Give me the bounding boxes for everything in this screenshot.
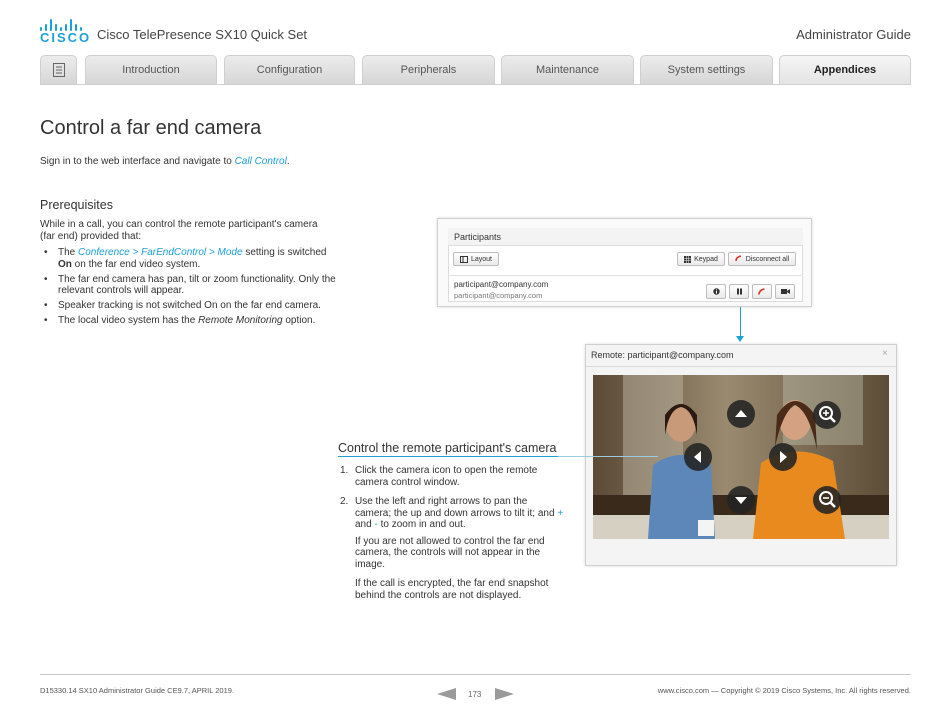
tab-maintenance[interactable]: Maintenance bbox=[501, 55, 634, 85]
info-icon bbox=[713, 288, 720, 295]
zoom-out-button[interactable] bbox=[813, 486, 841, 514]
participants-header bbox=[448, 228, 803, 246]
zoom-out-icon bbox=[813, 486, 841, 514]
guide-title: Administrator Guide bbox=[796, 27, 911, 42]
tab-configuration[interactable]: Configuration bbox=[224, 55, 355, 85]
arrow-right-icon bbox=[769, 443, 797, 471]
participant-address: participant@company.com bbox=[454, 291, 543, 300]
close-icon[interactable]: × bbox=[882, 348, 888, 359]
cisco-logo-bars bbox=[40, 17, 82, 31]
pan-right-button[interactable] bbox=[769, 443, 797, 471]
list-item: • The far end camera has pan, tilt or zoom functionality. Only the relevant controls will appear. bbox=[44, 273, 336, 296]
arrow-left-icon bbox=[684, 443, 712, 471]
prerequisites-list bbox=[40, 247, 340, 330]
section-underline bbox=[338, 456, 588, 457]
participants-title: Participants bbox=[454, 232, 502, 242]
document-icon bbox=[53, 63, 65, 77]
arrow-down-icon bbox=[727, 486, 755, 514]
footer-copyright: www.cisco.com — Copyright © 2019 Cisco Systems, Inc. All rights reserved. bbox=[657, 686, 911, 695]
call-control-link[interactable]: Call Control bbox=[234, 156, 287, 167]
tilt-up-button[interactable] bbox=[727, 400, 755, 428]
remote-window-title: Remote: participant@company.com bbox=[591, 350, 734, 360]
note-not-allowed: If you are not allowed to control the far end camera, the controls will not appear in the image. bbox=[355, 535, 545, 570]
step-2: 2. Use the left and right arrows to pan the camera; the up and down arrows to tilt it; and + and - to zoom in and out. bbox=[340, 496, 564, 530]
footer-document-id: D15330.14 SX10 Administrator Guide CE9.7, APRIL 2019. bbox=[40, 686, 235, 695]
video-camera-icon bbox=[781, 288, 790, 295]
note-encrypted: If the call is encrypted, the far end snapshot behind the controls are not displayed. bbox=[355, 578, 549, 601]
info-button[interactable] bbox=[706, 284, 726, 299]
far-end-control-link[interactable]: Conference > FarEndControl > Mode bbox=[78, 247, 243, 258]
zoom-in-button[interactable] bbox=[813, 401, 841, 429]
prerequisites-intro: While in a call, you can control the remote participant's camera (far end) provided that: bbox=[40, 219, 318, 242]
previous-page-icon[interactable] bbox=[437, 688, 456, 700]
tab-divider bbox=[40, 84, 911, 85]
pan-left-button[interactable] bbox=[684, 443, 712, 471]
tab-peripherals[interactable]: Peripherals bbox=[362, 55, 495, 85]
page-title: Control a far end camera bbox=[40, 117, 262, 139]
arrow-up-icon bbox=[727, 400, 755, 428]
section-connector bbox=[558, 456, 658, 457]
page-number: 173 bbox=[468, 690, 482, 699]
list-item: • The local video system has the Remote Monitoring option. bbox=[44, 315, 316, 326]
end-call-button[interactable] bbox=[752, 284, 772, 299]
connector-line bbox=[740, 307, 741, 338]
zoom-in-icon bbox=[813, 401, 841, 429]
tab-appendices[interactable]: Appendices bbox=[779, 55, 911, 85]
next-page-icon[interactable] bbox=[495, 688, 514, 700]
intro-prefix: Sign in to the web interface and navigate to bbox=[40, 156, 235, 167]
participant-row-divider bbox=[448, 275, 803, 276]
tab-home[interactable] bbox=[40, 55, 77, 85]
tab-system-settings[interactable]: System settings bbox=[640, 55, 773, 85]
remote-window-divider bbox=[586, 366, 896, 367]
keypad-button[interactable]: Keypad bbox=[677, 252, 725, 266]
cisco-logo-text: CISCO bbox=[40, 30, 92, 45]
tab-introduction[interactable]: Introduction bbox=[85, 55, 217, 85]
layout-button[interactable]: Layout bbox=[453, 252, 499, 266]
camera-button[interactable] bbox=[775, 284, 795, 299]
prerequisites-heading: Prerequisites bbox=[40, 198, 113, 212]
footer-divider bbox=[40, 674, 911, 675]
step-1: 1. Click the camera icon to open the remote camera control window. bbox=[340, 465, 538, 488]
list-item: • The Conference > FarEndControl > Mode setting is switched On on the far end video system. bbox=[44, 247, 327, 270]
pause-icon bbox=[736, 288, 743, 295]
end-call-icon bbox=[735, 255, 743, 263]
keypad-icon bbox=[684, 256, 691, 263]
tilt-down-button[interactable] bbox=[727, 486, 755, 514]
intro-suffix: . bbox=[286, 156, 290, 167]
hold-button[interactable] bbox=[729, 284, 749, 299]
connector-arrow bbox=[736, 336, 744, 342]
disconnect-all-button[interactable]: Disconnect all bbox=[728, 252, 796, 266]
intro-text bbox=[40, 156, 290, 167]
steps-list bbox=[340, 465, 565, 609]
section-heading: Control the remote participant's camera bbox=[338, 441, 557, 455]
product-title: Cisco TelePresence SX10 Quick Set bbox=[97, 27, 308, 42]
participant-name: participant@company.com bbox=[454, 280, 549, 289]
layout-icon bbox=[460, 256, 468, 263]
end-call-icon bbox=[758, 288, 766, 296]
list-item: • Speaker tracking is not switched On on the far end camera. bbox=[44, 300, 321, 311]
